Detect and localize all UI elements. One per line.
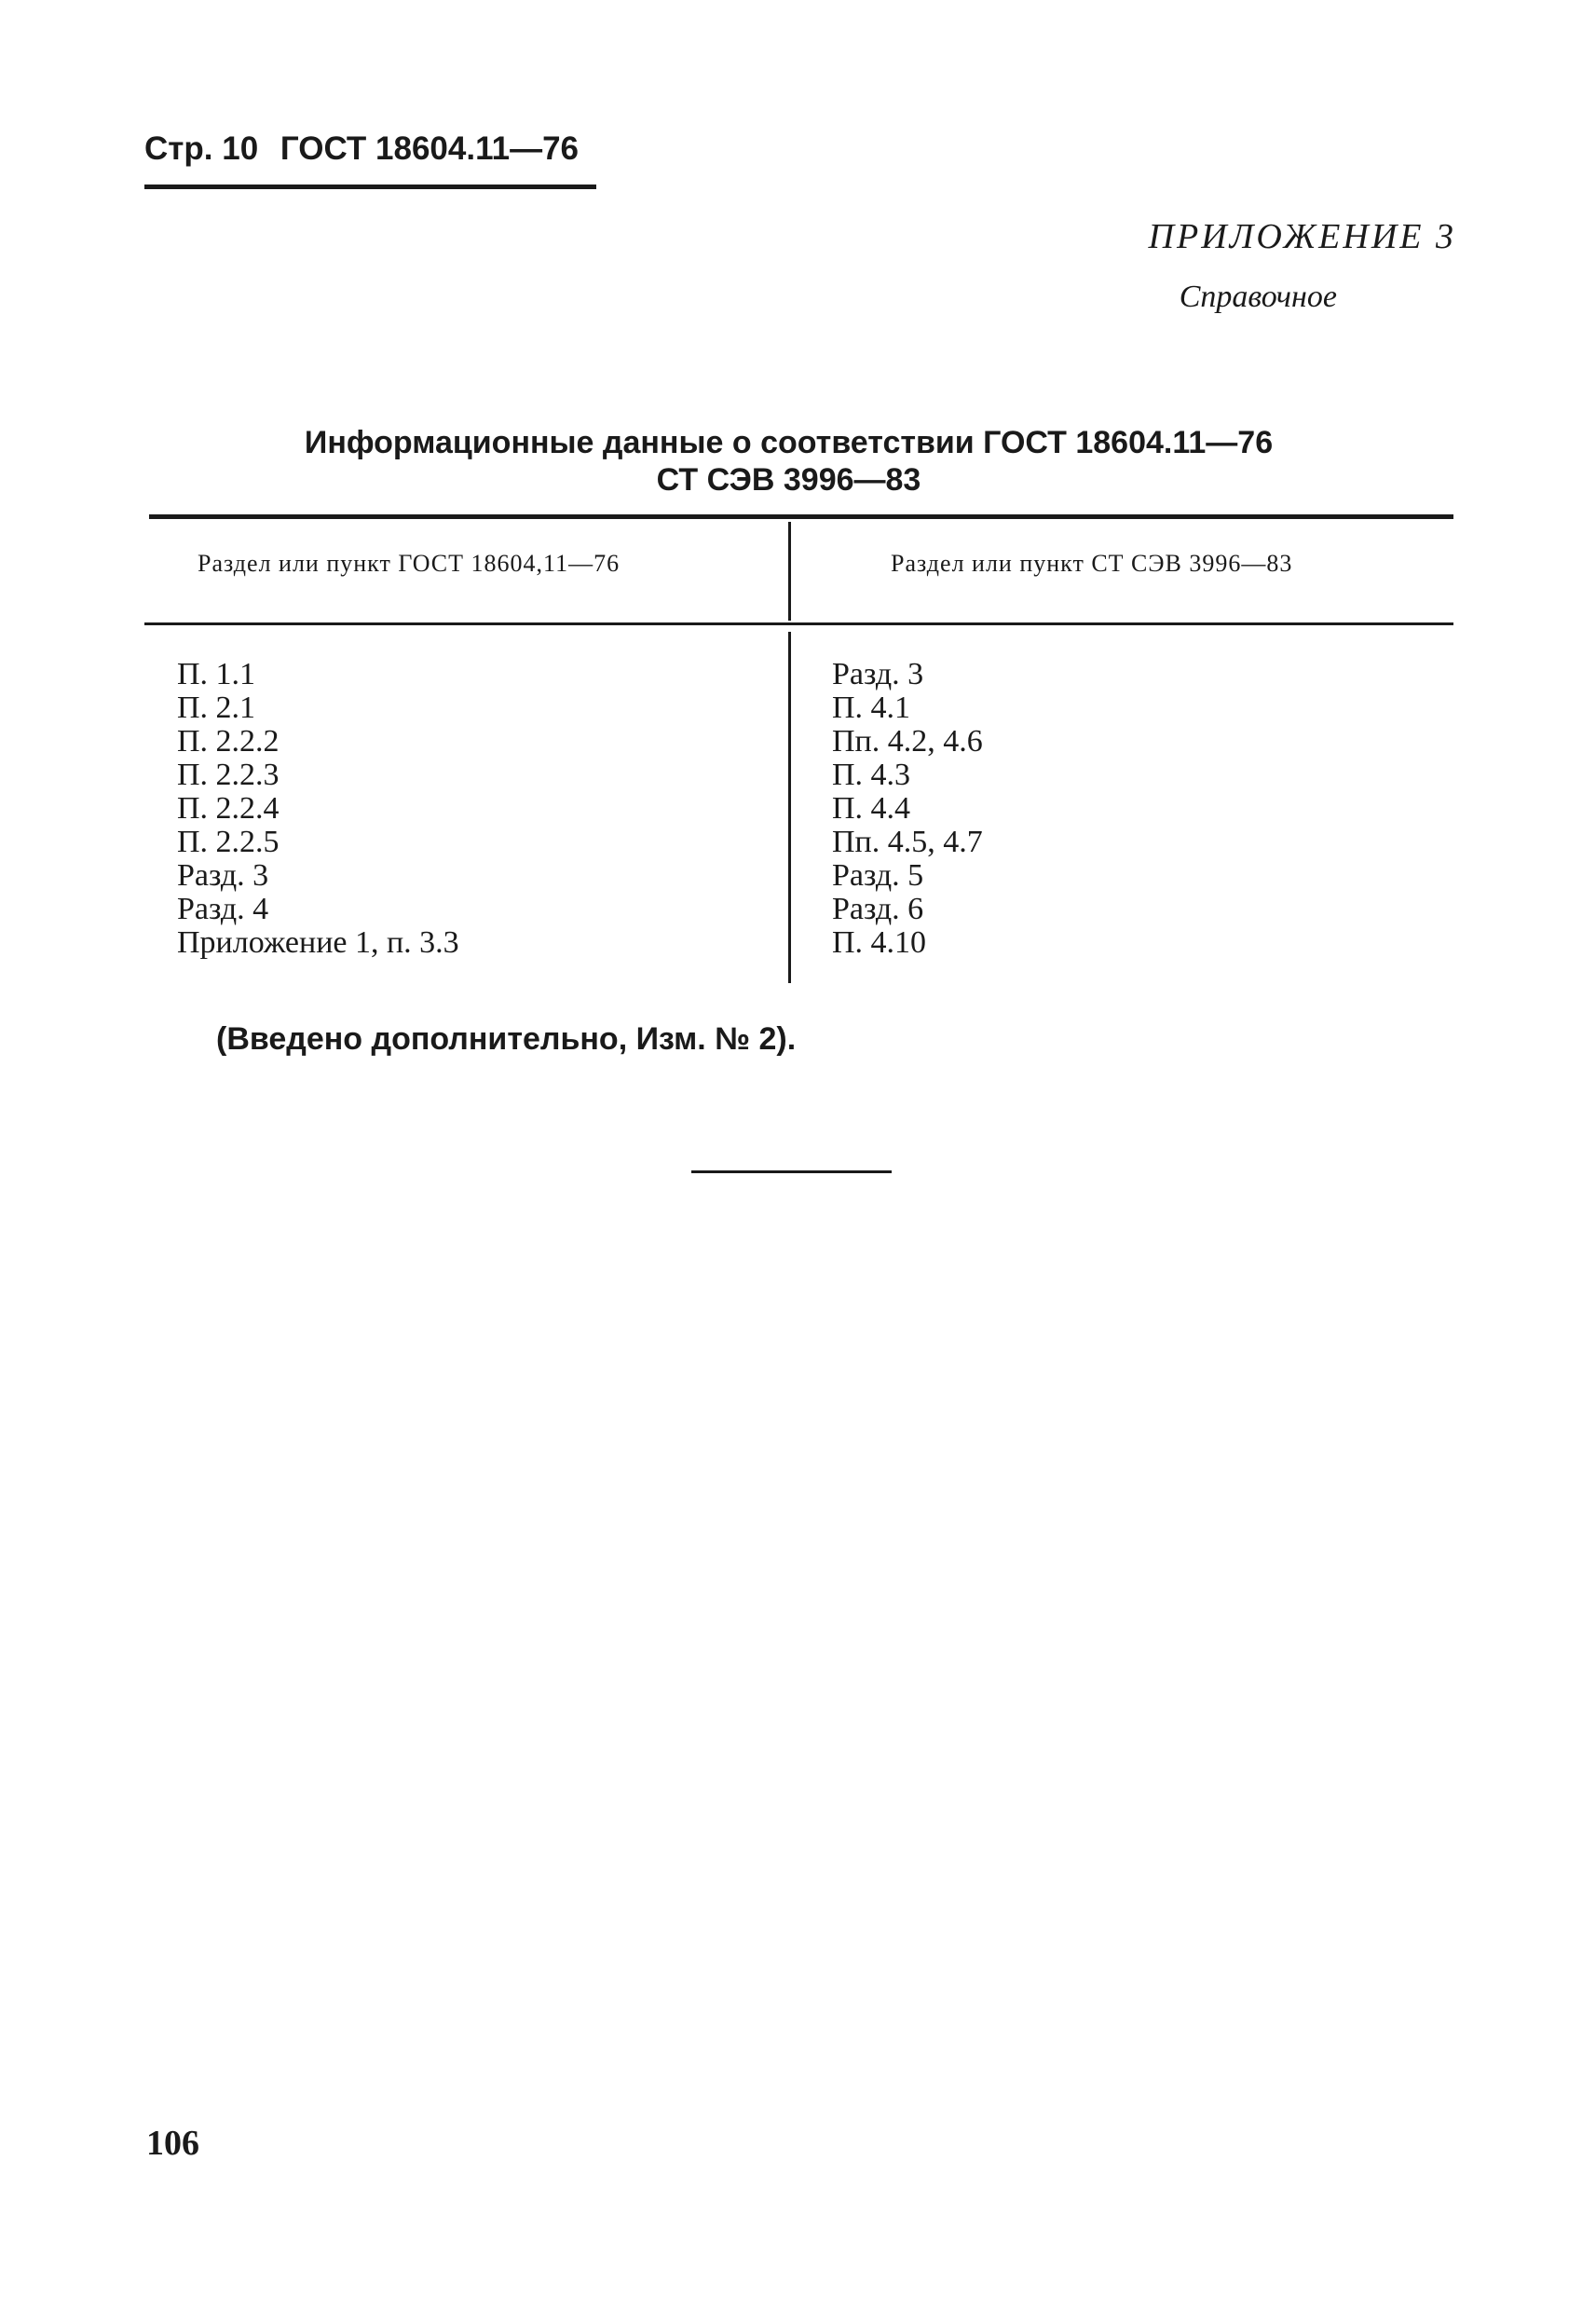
- table-cell: Пп. 4.5, 4.7: [832, 825, 983, 859]
- table-cell: Приложение 1, п. 3.3: [177, 925, 459, 960]
- table-cell: Разд. 4: [177, 892, 269, 926]
- table-cell: П. 2.2.2: [177, 724, 280, 759]
- page-header: [144, 130, 592, 168]
- table-cell: П. 2.1: [177, 691, 256, 725]
- table-title: [140, 424, 1438, 499]
- standard-designation: ГОСТ 18604.11—76: [280, 130, 580, 167]
- page-label: Стр. 10: [144, 130, 259, 167]
- amendment-note: (Введено дополнительно, Изм. № 2).: [216, 1021, 797, 1057]
- header-rule: [144, 185, 596, 189]
- table-cell: Разд. 3: [832, 657, 924, 691]
- table-cell: П. 4.4: [832, 791, 911, 826]
- table-cell: П. 4.10: [832, 925, 927, 960]
- table-body-divider: [788, 632, 791, 983]
- table-cell: Разд. 6: [832, 892, 924, 926]
- table-cell: П. 2.2.4: [177, 791, 280, 826]
- page-number: 106: [146, 2124, 199, 2163]
- table-title-line-1: Информационные данные о соответствии ГОСТ 18604.11—76: [304, 425, 1274, 460]
- st-sev-sections-column: [832, 658, 983, 960]
- appendix-title: ПРИЛОЖЕНИЕ 3: [1148, 217, 1456, 256]
- gost-sections-column: [177, 658, 459, 960]
- table-cell: Пп. 4.2, 4.6: [832, 724, 983, 759]
- table-header-rule: [144, 622, 1453, 625]
- table-cell: П. 4.1: [832, 691, 911, 725]
- appendix-type: Справочное: [1179, 280, 1337, 314]
- table-top-rule: [149, 514, 1453, 519]
- table-cell: П. 2.2.5: [177, 825, 280, 859]
- table-cell: П. 4.3: [832, 758, 911, 792]
- column-header-st-sev: Раздел или пункт СТ СЭВ 3996—83: [891, 550, 1293, 577]
- table-header-divider: [788, 522, 791, 621]
- table-title-line-2: СТ СЭВ 3996—83: [656, 462, 921, 498]
- table-cell: Разд. 5: [832, 858, 924, 893]
- table-cell: Разд. 3: [177, 858, 269, 893]
- table-cell: П. 1.1: [177, 657, 256, 691]
- column-header-gost: Раздел или пункт ГОСТ 18604,11—76: [198, 550, 621, 577]
- end-rule: [691, 1170, 892, 1173]
- table-cell: П. 2.2.3: [177, 758, 280, 792]
